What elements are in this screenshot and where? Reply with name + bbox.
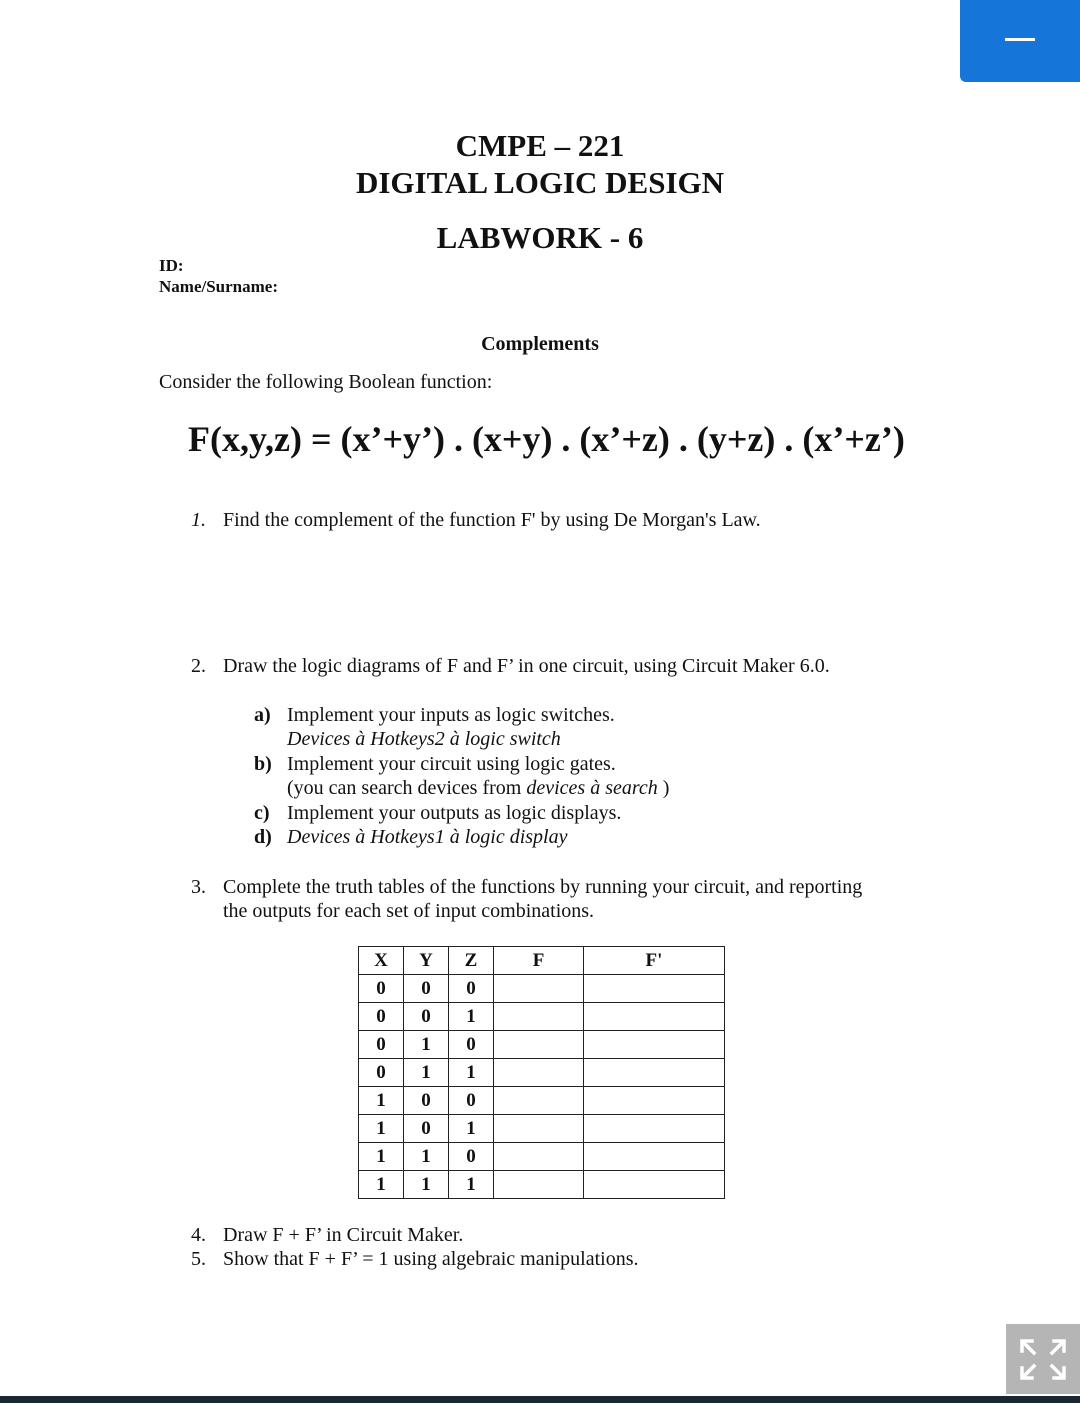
header-f: F	[494, 947, 584, 975]
table-row	[359, 1115, 725, 1143]
cell-y: 1	[404, 1171, 449, 1199]
cell-x: 0	[359, 1031, 404, 1059]
q5-number: 5.	[191, 1248, 206, 1270]
table-row	[359, 1143, 725, 1171]
cell-x: 1	[359, 1171, 404, 1199]
id-label: ID:	[159, 256, 184, 275]
q1-number: 1.	[191, 509, 206, 531]
cell-y: 1	[404, 1059, 449, 1087]
q2c-letter: c)	[254, 802, 270, 824]
q3-number: 3.	[191, 876, 206, 898]
cell-f[interactable]	[494, 1031, 584, 1059]
q4-text: Draw F + F’ in Circuit Maker.	[223, 1224, 464, 1246]
header-f-complement: F'	[584, 947, 725, 975]
q2b-text: Implement your circuit using logic gates.	[287, 753, 616, 775]
q3-text-line2: the outputs for each set of input combinations.	[223, 900, 595, 922]
cell-f-complement[interactable]	[584, 975, 725, 1003]
cell-x: 0	[359, 975, 404, 1003]
header-z: Z	[449, 947, 494, 975]
truth-table-header-row	[359, 947, 725, 975]
q2b-note-suffix: )	[657, 777, 670, 799]
labwork-title: LABWORK - 6	[436, 220, 644, 255]
cell-f-complement[interactable]	[584, 1003, 725, 1031]
q2d-letter: d)	[254, 826, 272, 848]
q4-number: 4.	[191, 1224, 206, 1246]
table-row	[359, 1087, 725, 1115]
q2b-note-path: devices à search	[526, 777, 658, 799]
cell-x: 1	[359, 1087, 404, 1115]
cell-f-complement[interactable]	[584, 1031, 725, 1059]
q3-text-line1: Complete the truth tables of the functions by running your circuit, and reporting	[223, 876, 863, 898]
q1-text: Find the complement of the function F' by using De Morgan's Law.	[223, 509, 761, 531]
minimize-button[interactable]	[960, 0, 1080, 82]
q2a-letter: a)	[254, 704, 271, 726]
cell-z: 1	[449, 1115, 494, 1143]
table-row	[359, 1059, 725, 1087]
cell-z: 0	[449, 1087, 494, 1115]
course-name: DIGITAL LOGIC DESIGN	[355, 165, 725, 200]
table-row	[359, 975, 725, 1003]
cell-f-complement[interactable]	[584, 1143, 725, 1171]
cell-y: 1	[404, 1143, 449, 1171]
cell-y: 0	[404, 1003, 449, 1031]
cell-x: 0	[359, 1059, 404, 1087]
cell-f-complement[interactable]	[584, 1059, 725, 1087]
header-y: Y	[404, 947, 449, 975]
table-row	[359, 1171, 725, 1199]
table-row	[359, 1031, 725, 1059]
minimize-icon	[1005, 38, 1035, 41]
cell-f[interactable]	[494, 1087, 584, 1115]
cell-f[interactable]	[494, 1059, 584, 1087]
cell-f[interactable]	[494, 1171, 584, 1199]
q2b-letter: b)	[254, 753, 272, 775]
cell-z: 0	[449, 975, 494, 1003]
cell-z: 0	[449, 1031, 494, 1059]
course-code: CMPE – 221	[455, 128, 625, 163]
cell-f-complement[interactable]	[584, 1087, 725, 1115]
header-x: X	[359, 947, 404, 975]
name-surname-label: Name/Surname:	[159, 277, 278, 296]
cell-x: 1	[359, 1115, 404, 1143]
q5-text: Show that F + F’ = 1 using algebraic manipulations.	[223, 1248, 639, 1270]
cell-x: 0	[359, 1003, 404, 1031]
cell-f[interactable]	[494, 975, 584, 1003]
q2-text: Draw the logic diagrams of F and F’ in one circuit, using Circuit Maker 6.0.	[223, 655, 830, 677]
expand-button[interactable]	[1006, 1324, 1080, 1394]
cell-z: 1	[449, 1171, 494, 1199]
cell-f[interactable]	[494, 1003, 584, 1031]
cell-y: 0	[404, 975, 449, 1003]
expand-arrows-icon	[1006, 1324, 1080, 1394]
cell-z: 0	[449, 1143, 494, 1171]
intro-text: Consider the following Boolean function:	[159, 371, 493, 393]
boolean-function: F(x,y,z) = (x’+y’) . (x+y) . (x’+z) . (y+z) . (x’+z’)	[188, 419, 905, 459]
cell-y: 0	[404, 1115, 449, 1143]
cell-f-complement[interactable]	[584, 1171, 725, 1199]
table-row	[359, 1003, 725, 1031]
q2b-note-prefix: (you can search devices from	[287, 777, 527, 799]
q2b-note	[287, 776, 669, 800]
q2d-path: Devices à Hotkeys1 à logic display	[287, 826, 568, 848]
q2c-text: Implement your outputs as logic displays.	[287, 802, 622, 824]
q2-number: 2.	[191, 655, 206, 677]
cell-y: 0	[404, 1087, 449, 1115]
section-title: Complements	[481, 333, 599, 355]
cell-f[interactable]	[494, 1143, 584, 1171]
truth-table	[358, 946, 725, 1199]
cell-z: 1	[449, 1003, 494, 1031]
bottom-navigation-bar	[0, 1396, 1080, 1403]
q2a-path: Devices à Hotkeys2 à logic switch	[287, 728, 561, 750]
cell-x: 1	[359, 1143, 404, 1171]
cell-f-complement[interactable]	[584, 1115, 725, 1143]
q2a-text: Implement your inputs as logic switches.	[287, 704, 615, 726]
cell-y: 1	[404, 1031, 449, 1059]
cell-z: 1	[449, 1059, 494, 1087]
cell-f[interactable]	[494, 1115, 584, 1143]
